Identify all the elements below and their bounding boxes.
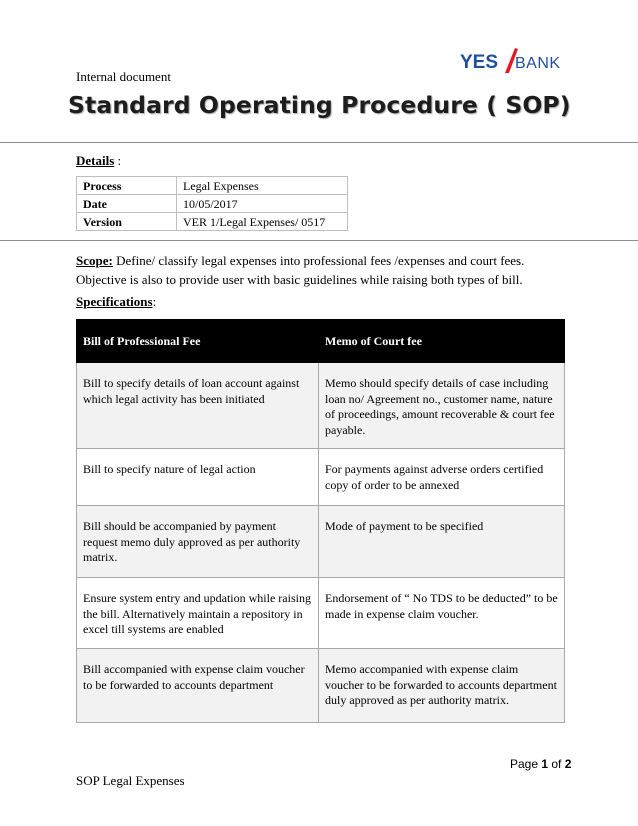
spec-cell-court: Mode of payment to be specified bbox=[319, 506, 565, 578]
middle-divider bbox=[0, 240, 638, 241]
details-value: VER 1/Legal Expenses/ 0517 bbox=[177, 213, 348, 231]
page-mid: of bbox=[548, 757, 565, 771]
page-title: Standard Operating Procedure ( SOP) bbox=[68, 91, 571, 119]
spec-row bbox=[77, 363, 565, 449]
footer-doc-name: SOP Legal Expenses bbox=[76, 773, 185, 788]
spec-row bbox=[77, 578, 565, 649]
details-row-version bbox=[77, 213, 348, 231]
details-label: Details bbox=[76, 153, 115, 168]
yes-bank-logo bbox=[455, 46, 563, 76]
details-key: Version bbox=[77, 213, 177, 231]
details-key: Date bbox=[77, 195, 177, 213]
details-key: Process bbox=[77, 177, 177, 195]
spec-header-court-fee: Memo of Court fee bbox=[319, 320, 565, 363]
scope-text: Define/ classify legal expenses into professional fees /expenses and court fees. Objective is also to provide user with basic guidelines while raising both types of bill. bbox=[76, 253, 525, 287]
details-row-process bbox=[77, 177, 348, 195]
spec-cell-court: For payments against adverse orders certified copy of order to be annexed bbox=[319, 449, 565, 506]
details-row-date bbox=[77, 195, 348, 213]
spec-row bbox=[77, 506, 565, 578]
details-heading bbox=[76, 153, 121, 169]
page-number bbox=[510, 757, 571, 771]
spec-row bbox=[77, 649, 565, 723]
details-table bbox=[76, 176, 348, 231]
scope-label: Scope: bbox=[76, 253, 113, 268]
page-prefix: Page bbox=[510, 757, 542, 771]
spec-header-row bbox=[77, 320, 565, 363]
spec-cell-professional: Bill accompanied with expense claim voucher to be forwarded to accounts department bbox=[77, 649, 319, 723]
specifications-label-suffix: : bbox=[152, 294, 157, 309]
details-label-suffix: : bbox=[114, 153, 122, 168]
details-value: 10/05/2017 bbox=[177, 195, 348, 213]
spec-header-professional-fee: Bill of Professional Fee bbox=[77, 320, 319, 363]
spec-cell-professional: Bill should be accompanied by payment request memo duly approved as per authority matrix. bbox=[77, 506, 319, 578]
spec-cell-professional: Bill to specify details of loan account against which legal activity has been initiated bbox=[77, 363, 319, 449]
specifications-label: Specifications bbox=[76, 294, 153, 309]
spec-cell-professional: Ensure system entry and updation while raising the bill. Alternatively maintain a repository in excel till systems are enabled bbox=[77, 578, 319, 649]
internal-document-label: Internal document bbox=[76, 69, 171, 84]
logo-bank-text: BANK bbox=[515, 55, 561, 72]
spec-row bbox=[77, 449, 565, 506]
spec-cell-professional: Bill to specify nature of legal action bbox=[77, 449, 319, 506]
spec-cell-court: Endorsement of “ No TDS to be deducted” to be made in expense claim voucher. bbox=[319, 578, 565, 649]
scope-paragraph bbox=[76, 251, 576, 289]
spec-cell-court: Memo accompanied with expense claim voucher to be forwarded to accounts department duly approved as per authority matrix. bbox=[319, 649, 565, 723]
spec-cell-court: Memo should specify details of case including loan no/ Agreement no., customer name, nature of proceedings, amount recoverable & court fee payable. bbox=[319, 363, 565, 449]
specifications-table bbox=[76, 319, 565, 723]
specifications-heading bbox=[76, 294, 156, 310]
top-divider bbox=[0, 142, 638, 143]
page-total: 2 bbox=[564, 757, 572, 771]
details-value: Legal Expenses bbox=[177, 177, 348, 195]
logo-yes-text: YES bbox=[460, 52, 499, 73]
page-current: 1 bbox=[541, 757, 549, 771]
